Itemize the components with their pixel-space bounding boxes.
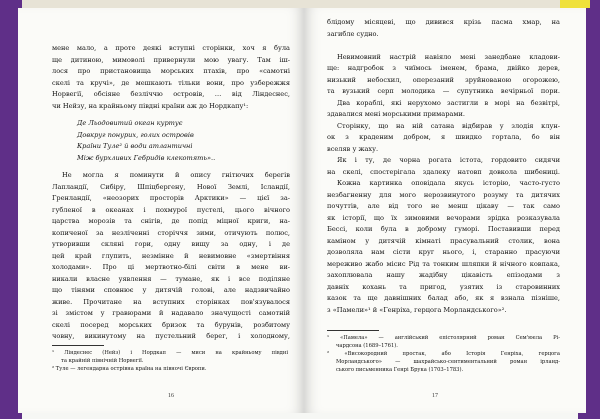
- text-line: губленої в океанах і похмурої пустелі, цього вічного: [52, 205, 290, 214]
- text-line: з «Памели»¹ й «Генріха, герцога Морландського»².: [327, 305, 507, 314]
- footnote-line: Морландського» — шахрайсько-сентиментальний роман ірланд-: [336, 359, 560, 365]
- text-line: давніх кохань та пригод, узятих із старовинних: [327, 282, 560, 291]
- verse-line: Між бурхливих Гебридів клекотять»..: [77, 153, 216, 162]
- text-line: Бессі, коли була в доброму гуморі. Поставивши перед: [327, 225, 560, 233]
- text-line: та вузький серп молодика — супутника вечірньої пори.: [327, 87, 560, 95]
- text-line: живе. Прочитане на вступних сторінках пов'язувалося: [52, 297, 290, 306]
- text-line: цей край глупить, незмінне й невимовне «змертвіння: [52, 251, 290, 260]
- text-line: мереживо жабо місис Рід та тонким шляпки й нічного ковпака,: [327, 259, 560, 268]
- text-line: Сторінку, що на ній сатана відбирав у злодія клун-: [337, 121, 560, 130]
- footnote-line: ² Туле — легендарна острівна країна на півночі Європи.: [52, 366, 207, 372]
- verse-line: Довкруг понурих, голих островів: [77, 130, 194, 139]
- text-line: скелі посеред морських бризок та бурунів, розбитому: [52, 320, 290, 329]
- text-line: Гренландії, «неозорих просторів Арктики» — цієї за-: [52, 194, 290, 202]
- text-line: Два кораблі, які нерухомо застигли в морі на безвітрі,: [337, 98, 560, 107]
- left-page: [18, 8, 304, 413]
- text-line: ок з краденим добром, я швидко гортала, бо він: [327, 133, 560, 141]
- text-line: зі змістом у гравюрами й надавало значущості самотній: [52, 309, 290, 317]
- text-line: на скелі, спостерігала здалеку натовп довкола шибениці.: [327, 167, 560, 176]
- text-line: що тінями сповнює у дитячій голові, але надзвичайно: [52, 286, 290, 294]
- text-line: казок та ще давнішних балад або, як я взнала пізніше,: [327, 294, 560, 302]
- text-line: загибле судно.: [327, 29, 379, 38]
- text-line: скелі та кручі», де мешкають тільки вони, про узбережжя: [52, 78, 290, 87]
- footnote-line: ського письменника Генрі Брука (1703–1783).: [336, 367, 464, 373]
- text-line: царства морозів та снігів, де попід міцної криги, на-: [52, 217, 290, 225]
- text-line: Норвегії, обсіяне безліччю островів, … від Ліндеснес,: [52, 90, 290, 98]
- text-line: як історії, що їх зимовими вечорами зрідка розказувала: [327, 213, 560, 222]
- blank-line: [327, 40, 560, 52]
- text-line: низький небосхил, оперезаний зруйнованою огорожею,: [327, 75, 560, 84]
- text-line: дозволяла нам сісти круг нього, і, старанно прасуючи: [327, 248, 560, 256]
- text-line: почуттів, але від того не менш цікаву — так само: [327, 202, 560, 210]
- text-line: каміном у дитячій кімнаті прасувальний столик, вона: [327, 236, 560, 245]
- footnote-rule: [327, 330, 379, 331]
- text-line: захоплювала нашу жадібну цікавість епізодами з: [327, 271, 560, 279]
- text-line: ще: надгробок з чиїмось іменем, брама, двійко дерев,: [327, 64, 560, 72]
- text-line: никали власне уявлення — тумане, як і все поділяне: [52, 274, 290, 283]
- footnote-rule: [52, 345, 104, 346]
- right-page: [304, 8, 586, 413]
- text-line: чи Нейзу, на крайньому півдні країни аж до Нордкапу¹:: [52, 101, 249, 110]
- text-line: блідому місяцеві, що дивився крізь пасма хмар, на: [327, 18, 560, 26]
- left-footnotes: [52, 345, 288, 373]
- text-line: вселяв у жаху.: [327, 144, 379, 153]
- footnote-line: чардсона (1689–1761).: [336, 343, 398, 349]
- yellow-background-corner: [560, 0, 590, 8]
- text-line: лося про пристановища морських птахів, про «самотні: [52, 67, 290, 75]
- right-footnotes: [327, 330, 560, 374]
- verse-line: Де Льодовитий океан куртує: [77, 119, 183, 127]
- text-line: утворивши скляні гори, одну вищу за одну, і де: [52, 240, 290, 248]
- verse-line: Країни Туле² й води атлантичні: [77, 142, 193, 150]
- footnote-line: ¹ Ліндеснес (Нейз) і Нордкап — миси на крайньому півдні: [52, 350, 288, 356]
- text-line: холодами». Про ці мертвотно-білі світи в мене ви-: [52, 263, 290, 271]
- page-number-left: 16: [168, 393, 174, 399]
- text-line: човну, викинутому на пустельний берег, і холодному,: [52, 332, 290, 340]
- right-page-text: [327, 17, 560, 316]
- page-edges-top: [22, 0, 578, 8]
- text-line: копиченої за незліченні сторіччя зими, отичують полюс,: [52, 228, 290, 237]
- text-line: незбагненну для мого нерозвинутого розуму та дитячих: [327, 190, 560, 199]
- text-line: Невимовний настрій навіяло мені занедбане кладови-: [337, 52, 560, 61]
- text-line: здавалися мені морськими примарами.: [327, 110, 465, 118]
- text-line: Кожна картинка оповідала якусь історію, часто-густо: [337, 179, 560, 187]
- left-page-text: [52, 43, 290, 343]
- text-line: Лапландії, Сибіру, Шпіцбергену, Нової Землі, Ісландії,: [52, 182, 290, 191]
- page-number-right: 17: [432, 393, 438, 399]
- footnote-line: ¹ «Памела» — англійський епістолярний роман Сем'юела Рі-: [327, 335, 560, 341]
- text-line: мене мало, а проте деякі вступні сторінки, хоч я була: [52, 44, 290, 52]
- footnote-line: ² «Високородний простак, або Історія Генріха, герцога: [327, 351, 560, 357]
- text-line: Як і ту, де чорна рогата істота, гордовито сидячи: [337, 156, 560, 164]
- footnote-line: та крайній північній Норвегії.: [61, 358, 144, 364]
- text-line: ще дитиною, мимоволі привернули мою увагу. Там іш-: [52, 55, 290, 64]
- text-line: Не могла я поминути й опису гнітючих берегів: [62, 171, 290, 179]
